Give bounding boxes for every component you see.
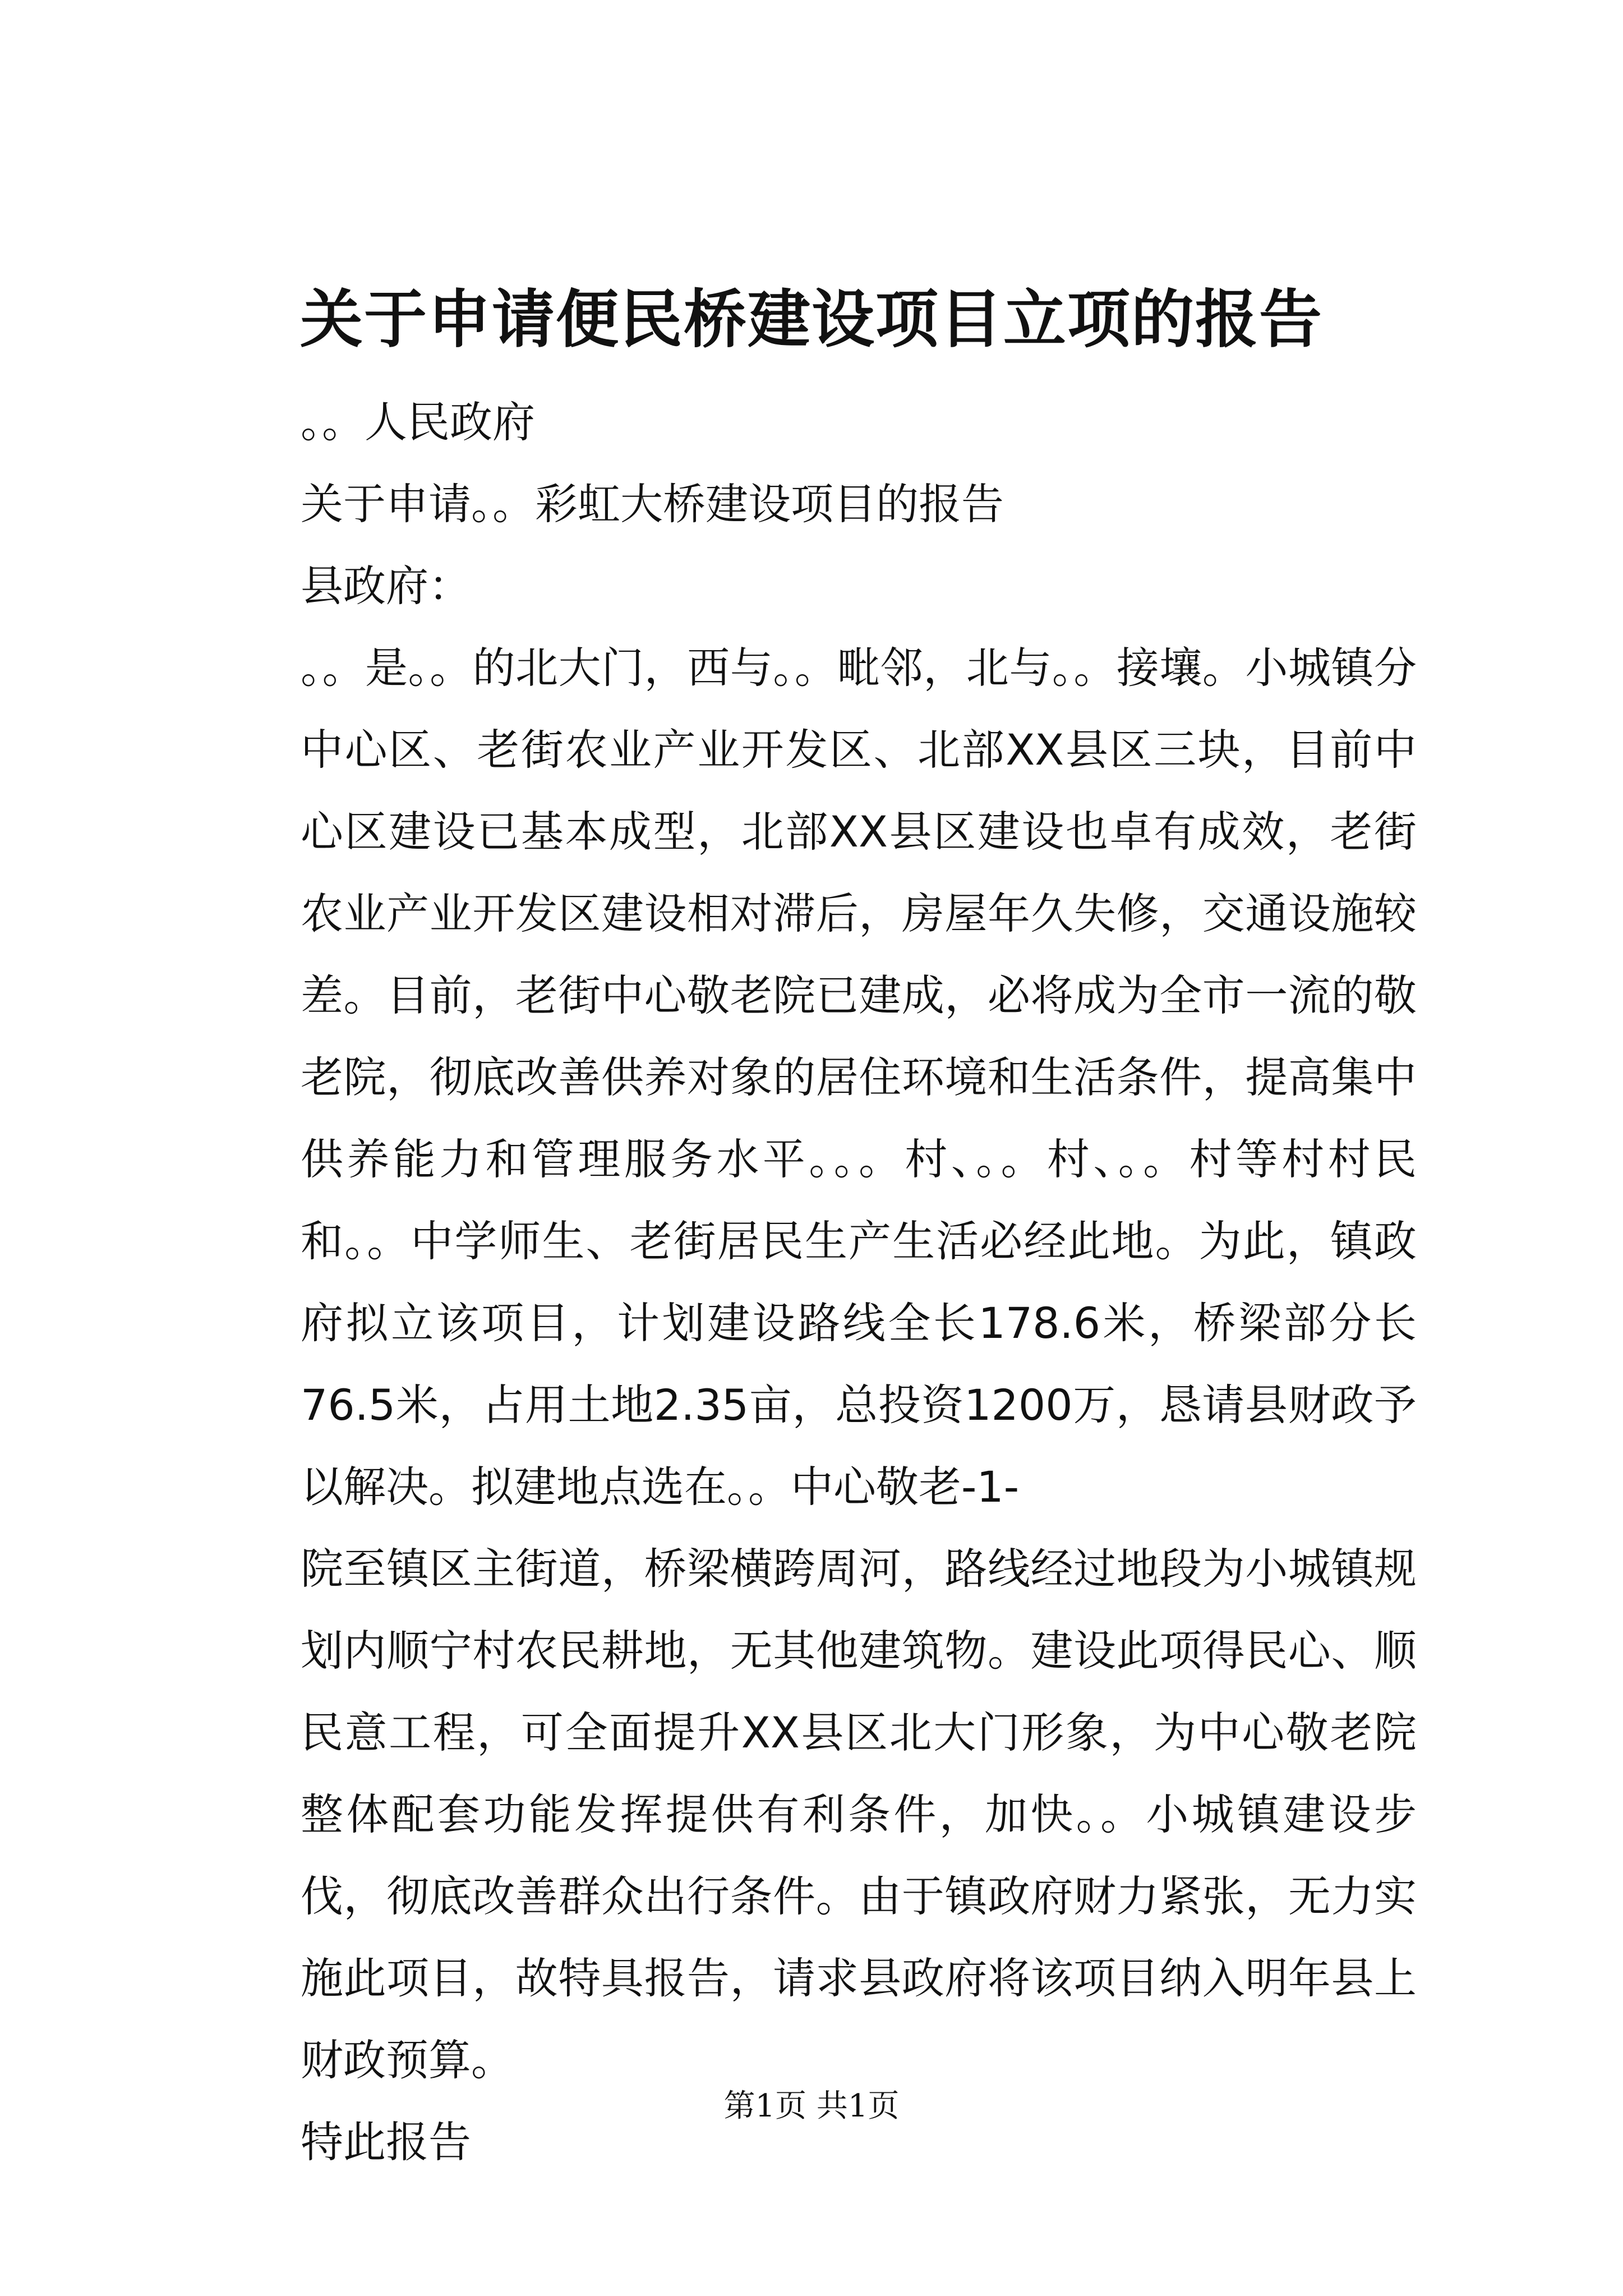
body-paragraph-1: 。。是。。的北大门，西与。。毗邻，北与。。接壤。小城镇分中心区、老街农业产业开发区、北部XX县区三块，目前中心区建设已基本成型，北部XX县区建设也卓有成效，老街农业产业开发区建设相对滞后，房屋年久失修，交通设施较差。目前，老街中心敬老院已建成，必将成为全市一流的敬老院，彻底改善供养对象的居住环境和生活条件，提高集中供养能力和管理服务水平。。。村、。。村、。。村等村村民和。。中学师生、老街居民生产生活必经此地。为此，镇政府拟立该项目，计划建设路线全长178.6米，桥梁部分长76.5米，占用土地2.35亩，总投资1200万，恳请县财政予以解决。拟建地点选在。。中心敬老-1- [301,643,1417,1512]
report-subject: 关于申请。。彩虹大桥建设项目的报告 [301,479,1004,529]
document-title: 关于申请便民桥建设项目立项的报告 [300,283,1323,356]
body-paragraph-2: 院至镇区主街道，桥梁横跨周河，路线经过地段为小城镇规划内顺宁村农民耕地，无其他建筑物。建设此项得民心、顺民意工程，可全面提升XX县区北大门形象，为中心敬老院整体配套功能发挥提供有利条件，加快。。小城镇建设步伐，彻底改善群众出行条件。由于镇政府财力紧张，无力实施此项目，故特具报告，请求县政府将该项目纳入明年县上财政预算。 [301,1544,1417,2085]
closing-line: 特此报告 [301,2117,471,2167]
page-footer: 第1页 共1页 [723,2088,900,2124]
salutation: 县政府： [301,561,471,611]
document-body [301,381,1417,2183]
addressee-org: 。。人民政府 [301,397,535,447]
